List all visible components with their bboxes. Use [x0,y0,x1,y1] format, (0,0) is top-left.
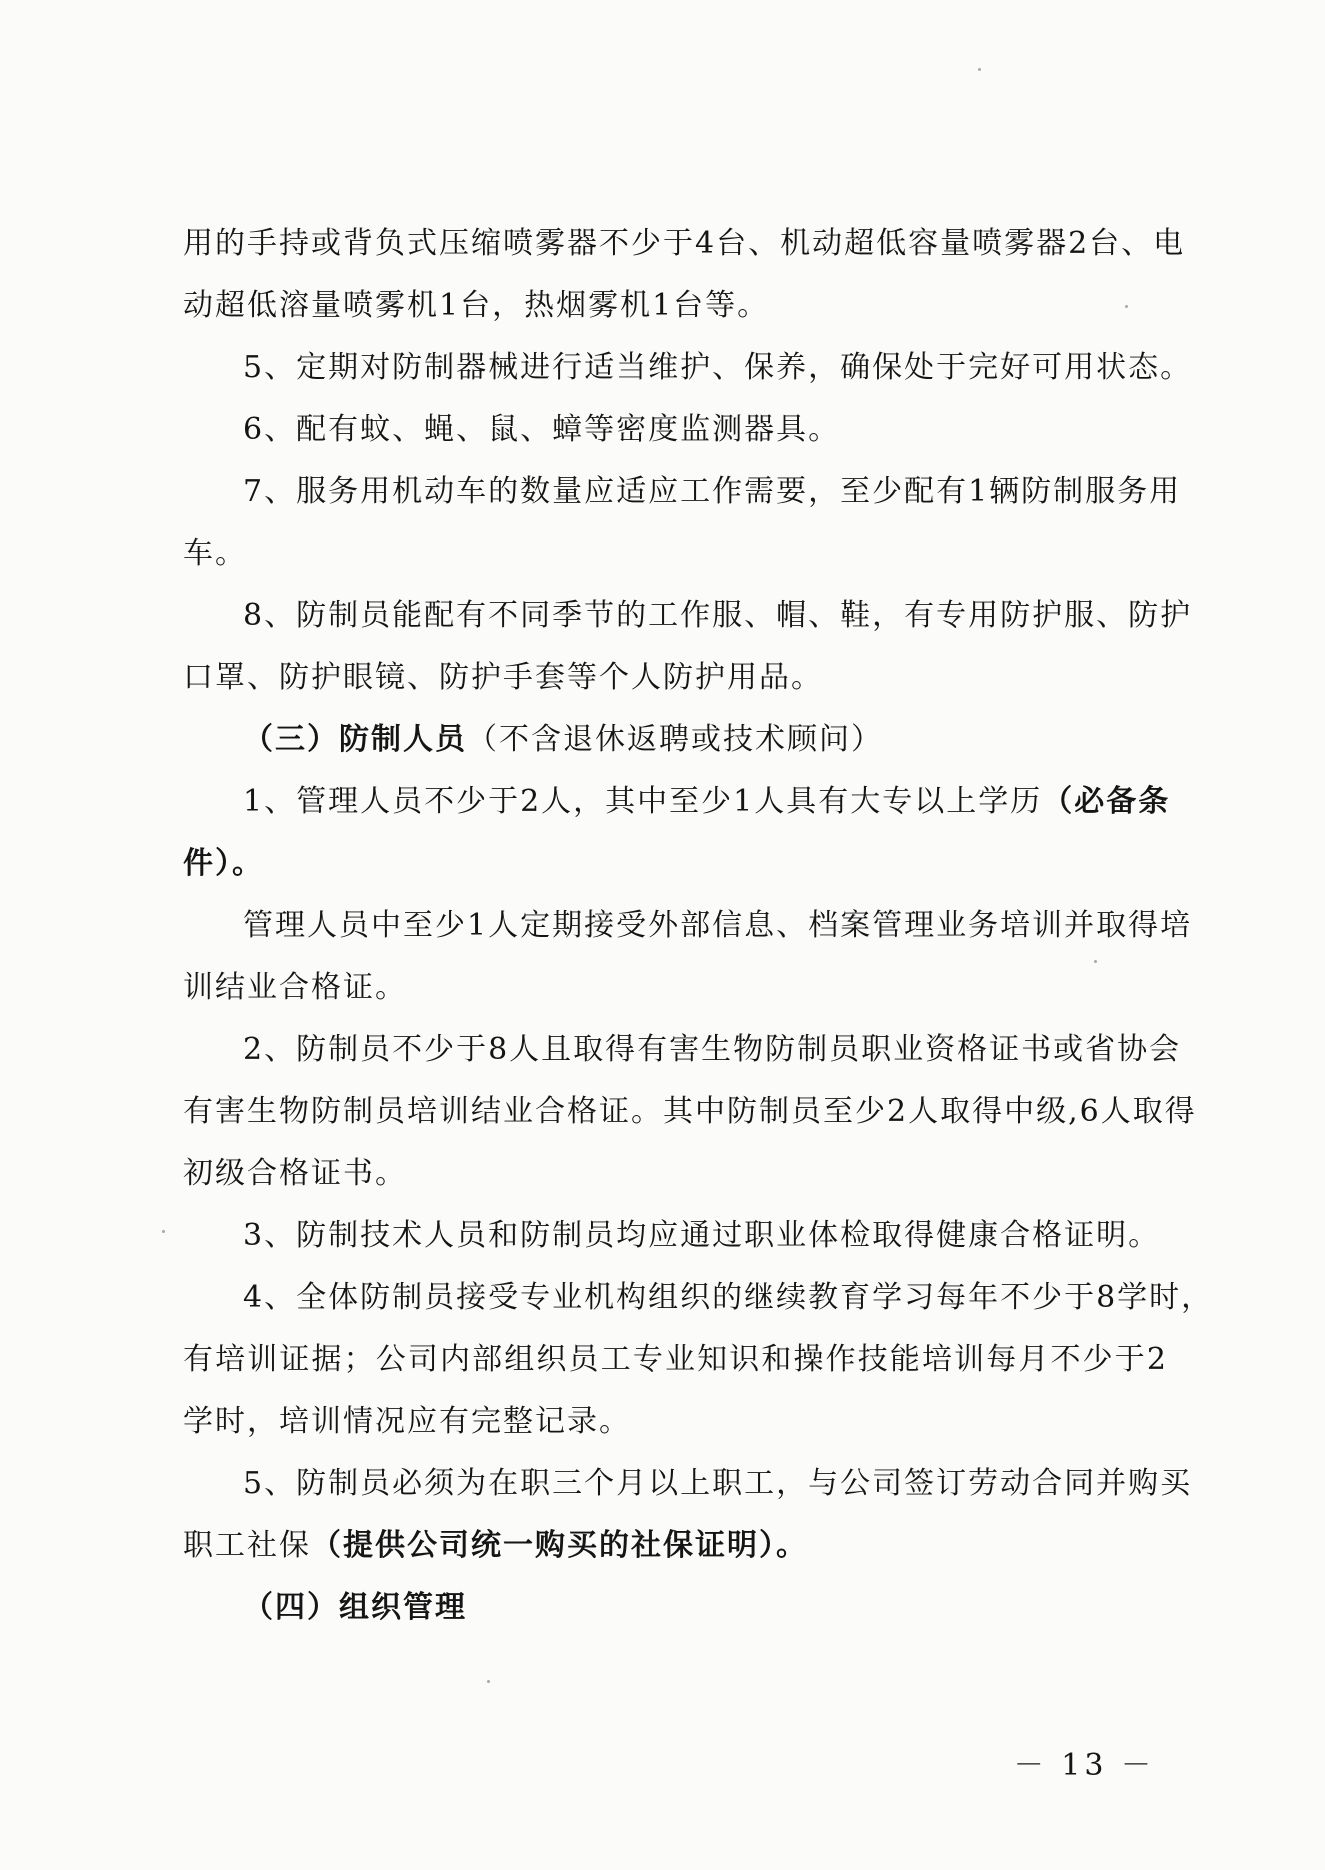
paragraph-line: 5、防制员必须为在职三个月以上职工，与公司签订劳动合同并购买 [243,1466,1193,1501]
paragraph-line: 3、防制技术人员和防制员均应通过职业体检取得健康合格证明。 [243,1218,1161,1253]
paragraph-line [183,1515,1168,1577]
paragraph-line: 口罩、防护眼镜、防护手套等个人防护用品。 [183,660,823,695]
scan-speck [162,1230,165,1233]
scan-speck [1094,960,1097,963]
paragraph-text: 1、管理人员不少于2人，其中至少1人具有大专以上学历 [243,784,1043,819]
paragraph-line: 4、全体防制员接受专业机构组织的继续教育学习每年不少于8学时， [243,1280,1214,1315]
paragraph-line: 2、防制员不少于8人且取得有害生物防制员职业资格证书或省协会 [243,1032,1182,1067]
paragraph-line: 7、服务用机动车的数量应适应工作需要，至少配有1辆防制服务用 [243,474,1182,509]
scan-speck [487,1680,490,1683]
paragraph-line: 车。 [183,536,247,571]
social-insurance-proof-text: （提供公司统一购买的社保证明）。 [311,1528,808,1563]
scan-speck [1125,305,1128,308]
section-heading-3-note: （不含退休返聘或技术顾问） [467,722,883,757]
paragraph-line: 动超低溶量喷雾机1台，热烟雾机1台等。 [183,288,770,323]
paragraph-line: 学时，培训情况应有完整记录。 [183,1404,631,1439]
paragraph-line: 用的手持或背负式压缩喷雾器不少于4台、机动超低容量喷雾器2台、电 [183,226,1186,261]
paragraph-line: 5、定期对防制器械进行适当维护、保养，确保处于完好可用状态。 [243,350,1193,385]
paragraph-line: 训结业合格证。 [183,970,407,1005]
scan-speck [978,68,981,71]
paragraph-line [183,833,1168,895]
paragraph-line: 6、配有蚊、蝇、鼠、蟑等密度监测器具。 [243,412,841,447]
paragraph-line: 有培训证据；公司内部组织员工专业知识和操作技能培训每月不少于2 [183,1342,1168,1377]
paragraph-line: 8、防制员能配有不同季节的工作服、帽、鞋，有专用防护服、防护 [243,598,1193,633]
section-heading-3-title: （三）防制人员 [243,722,467,757]
page-number: － 13 － [1013,1748,1155,1783]
paragraph-line: 初级合格证书。 [183,1156,407,1191]
section-heading-4: （四）组织管理 [243,1590,467,1625]
document-body [183,213,1214,1639]
paragraph-line [183,771,1171,833]
paragraph-line: 管理人员中至少1人定期接受外部信息、档案管理业务培训并取得培 [243,908,1193,943]
required-condition-text: （必备条 [1042,784,1171,819]
paragraph-line: 有害生物防制员培训结业合格证。其中防制员至少2人取得中级,6人取得 [183,1094,1197,1129]
section-heading-3 [183,709,1168,771]
paragraph-text: 职工社保 [183,1528,311,1563]
required-condition-text: 件）。 [183,846,264,881]
